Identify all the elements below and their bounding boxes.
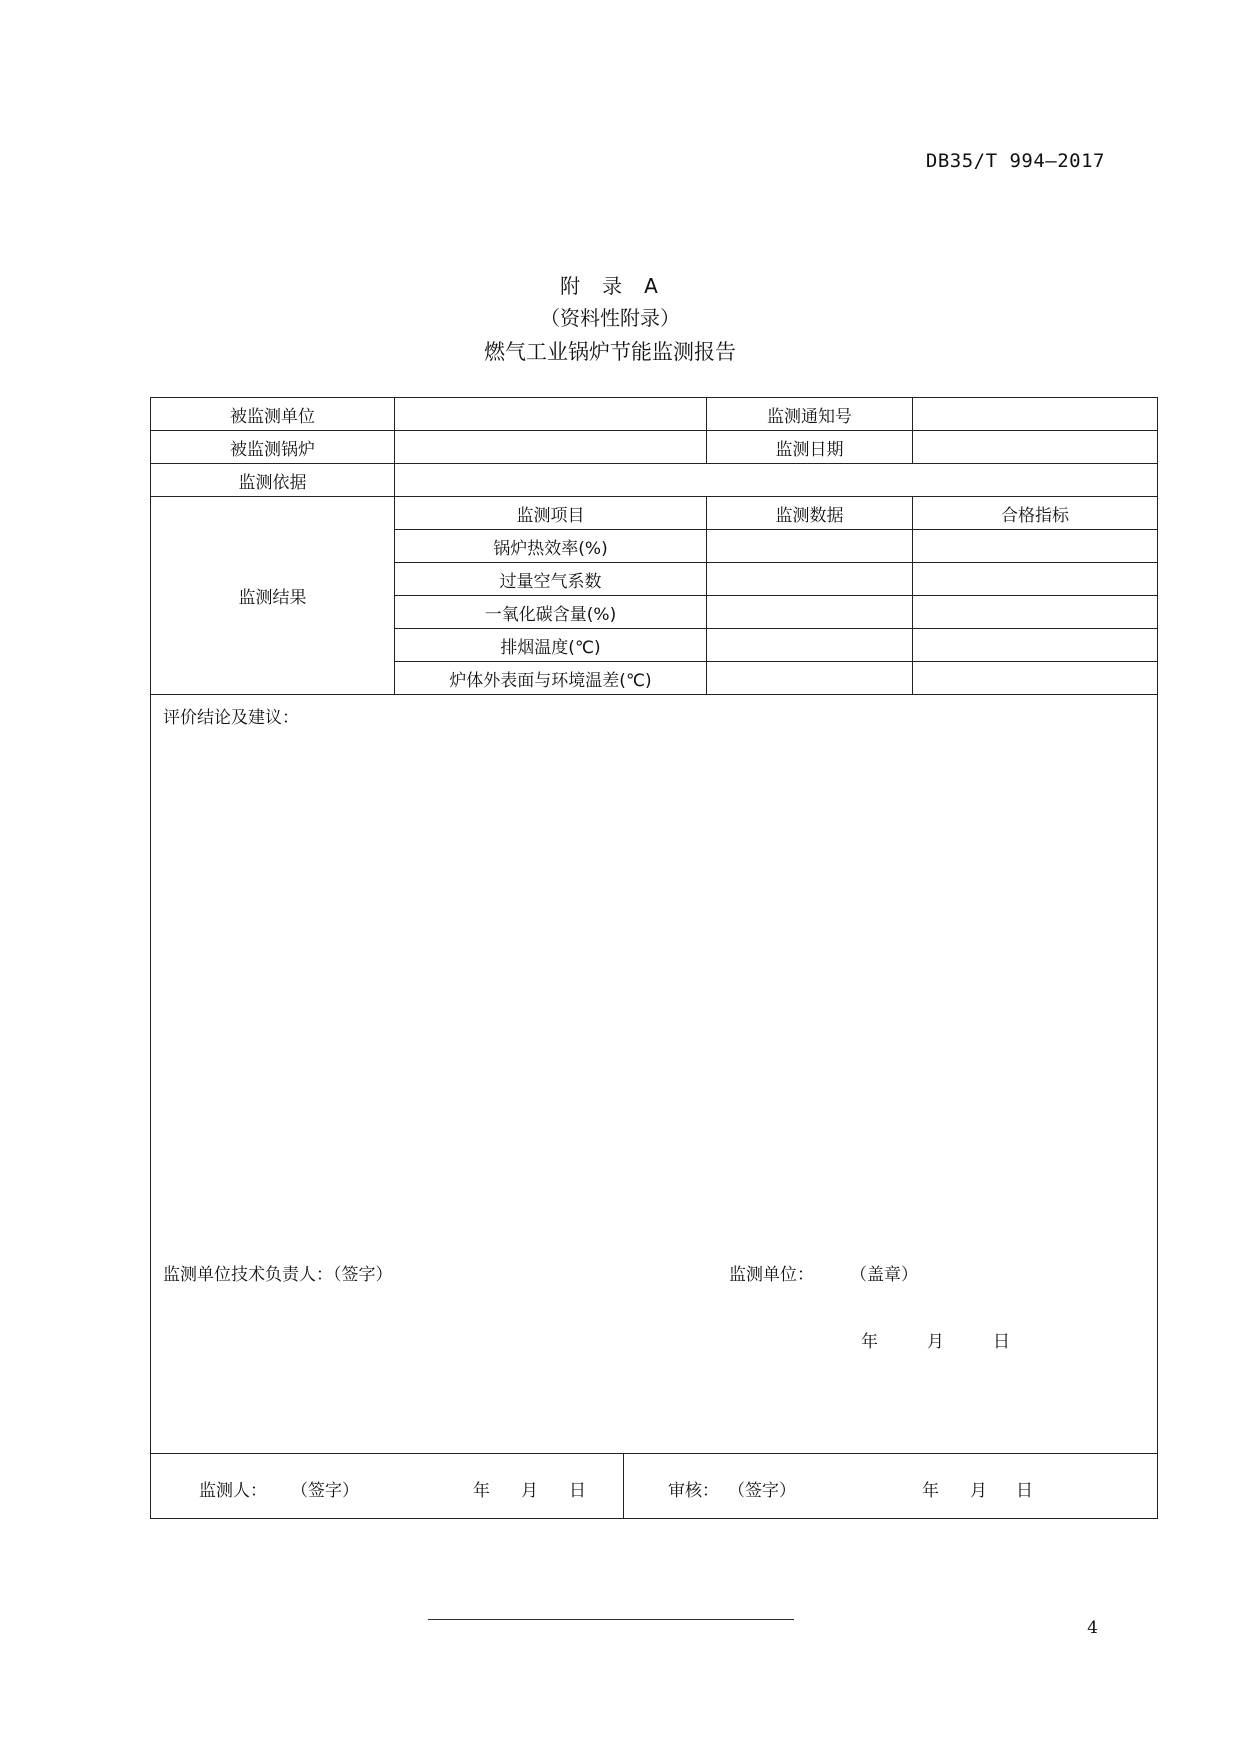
table-row — [151, 497, 1158, 530]
monitored-boiler-label: 被监测锅炉 — [151, 431, 395, 464]
result-standard-field[interactable] — [913, 563, 1158, 596]
evaluation-date: 年 月 日 — [861, 1332, 1010, 1352]
result-item: 炉体外表面与环境温差(℃) — [395, 662, 707, 695]
table-row — [151, 1454, 1158, 1519]
basis-label: 监测依据 — [151, 464, 395, 497]
result-data-field[interactable] — [707, 563, 913, 596]
standard-code: DB35/T 994—2017 — [925, 150, 1105, 172]
header-data: 监测数据 — [707, 497, 913, 530]
result-data-field[interactable] — [707, 662, 913, 695]
result-standard-field[interactable] — [913, 596, 1158, 629]
table-row — [151, 464, 1158, 497]
result-data-field[interactable] — [707, 629, 913, 662]
unit-stamp: 监测单位： （盖章） — [729, 1265, 918, 1285]
result-data-field[interactable] — [707, 596, 913, 629]
tech-lead-signature: 监测单位技术负责人：（签字） — [163, 1265, 393, 1285]
header-standard: 合格指标 — [913, 497, 1158, 530]
basis-field[interactable] — [395, 464, 1158, 497]
table-row — [151, 431, 1158, 464]
page-number: 4 — [1087, 1618, 1098, 1638]
result-item: 过量空气系数 — [395, 563, 707, 596]
evaluation-label: 评价结论及建议： — [163, 708, 299, 728]
notice-number-label: 监测通知号 — [707, 398, 913, 431]
report-table — [150, 397, 1158, 1519]
table-row — [151, 695, 1158, 1454]
monitored-unit-field[interactable] — [395, 398, 707, 431]
notice-number-field[interactable] — [913, 398, 1158, 431]
result-item: 排烟温度(℃) — [395, 629, 707, 662]
result-standard-field[interactable] — [913, 629, 1158, 662]
result-standard-field[interactable] — [913, 530, 1158, 563]
evaluation-area[interactable] — [151, 695, 1158, 1454]
result-standard-field[interactable] — [913, 662, 1158, 695]
results-label: 监测结果 — [151, 497, 395, 695]
monitor-signature-cell[interactable]: 监测人： （签字） 年 月 日 — [151, 1454, 624, 1518]
monitored-unit-label: 被监测单位 — [151, 398, 395, 431]
review-signature-cell[interactable]: 审核： （签字） 年 月 日 — [668, 1481, 1033, 1501]
table-row — [151, 398, 1158, 431]
monitor-date-field[interactable] — [913, 431, 1158, 464]
result-data-field[interactable] — [707, 530, 913, 563]
result-item: 锅炉热效率(%) — [395, 530, 707, 563]
footer-divider — [428, 1619, 794, 1620]
appendix-nature: （资料性附录） — [540, 306, 680, 330]
monitored-boiler-field[interactable] — [395, 431, 707, 464]
report-title: 燃气工业锅炉节能监测报告 — [484, 340, 736, 364]
result-item: 一氧化碳含量(%) — [395, 596, 707, 629]
monitor-date-label: 监测日期 — [707, 431, 913, 464]
appendix-title: 附 录 A — [560, 274, 660, 298]
header-item: 监测项目 — [395, 497, 707, 530]
